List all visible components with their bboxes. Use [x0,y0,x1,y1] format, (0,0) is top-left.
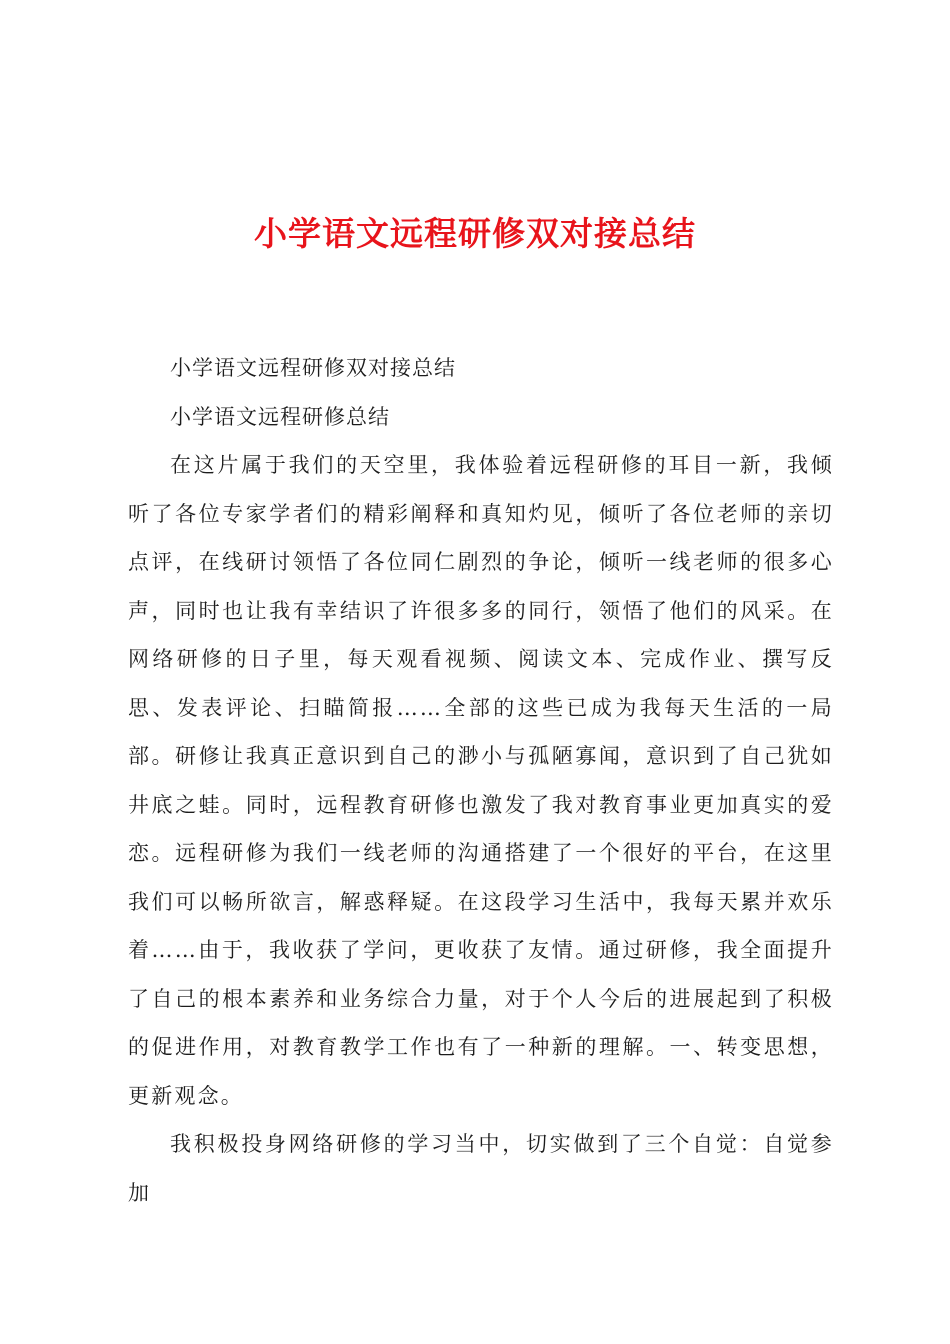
paragraph-body-2: 我积极投身网络研修的学习当中，切实做到了三个自觉：自觉参加 [128,1132,834,1205]
paragraph-body-1: 在这片属于我们的天空里，我体验着远程研修的耳目一新，我倾听了各位专家学者们的精彩阐释和真知灼见，倾听了各位老师的亲切点评，在线研讨领悟了各位同仁剧烈的争论，倾听一线老师的很多心声，同时也让我有幸结识了许很多多的同行，领悟了他们的风采。在网络研修的日子里，每天观看视频、阅读文本、完成作业、撰写反思、发表评论、扫瞄简报……全部的这些已成为我每天生活的一局部。研修让我真正意识到自己的渺小与孤陋寡闻，意识到了自己犹如井底之蛙。同时，远程教育研修也激发了我对教育事业更加真实的爱恋。远程研修为我们一线老师的沟通搭建了一个很好的平台，在这里我们可以畅所欲言，解惑释疑。在这段学习生活中，我每天累并欢乐着……由于，我收获了学问，更收获了友情。通过研修，我全面提升了自己的根本素养和业务综合力量，对于个人今后的进展起到了积极的促进作用，对教育教学工作也有了一种新的理解。一、转变思想，更新观念。 [128,453,834,1108]
paragraph-subtitle-1: 小学语文远程研修双对接总结 [170,356,456,380]
paragraph-subtitle-2: 小学语文远程研修总结 [170,404,390,429]
document-body [128,344,834,1217]
document-title: 小学语文远程研修双对接总结 [254,214,696,253]
